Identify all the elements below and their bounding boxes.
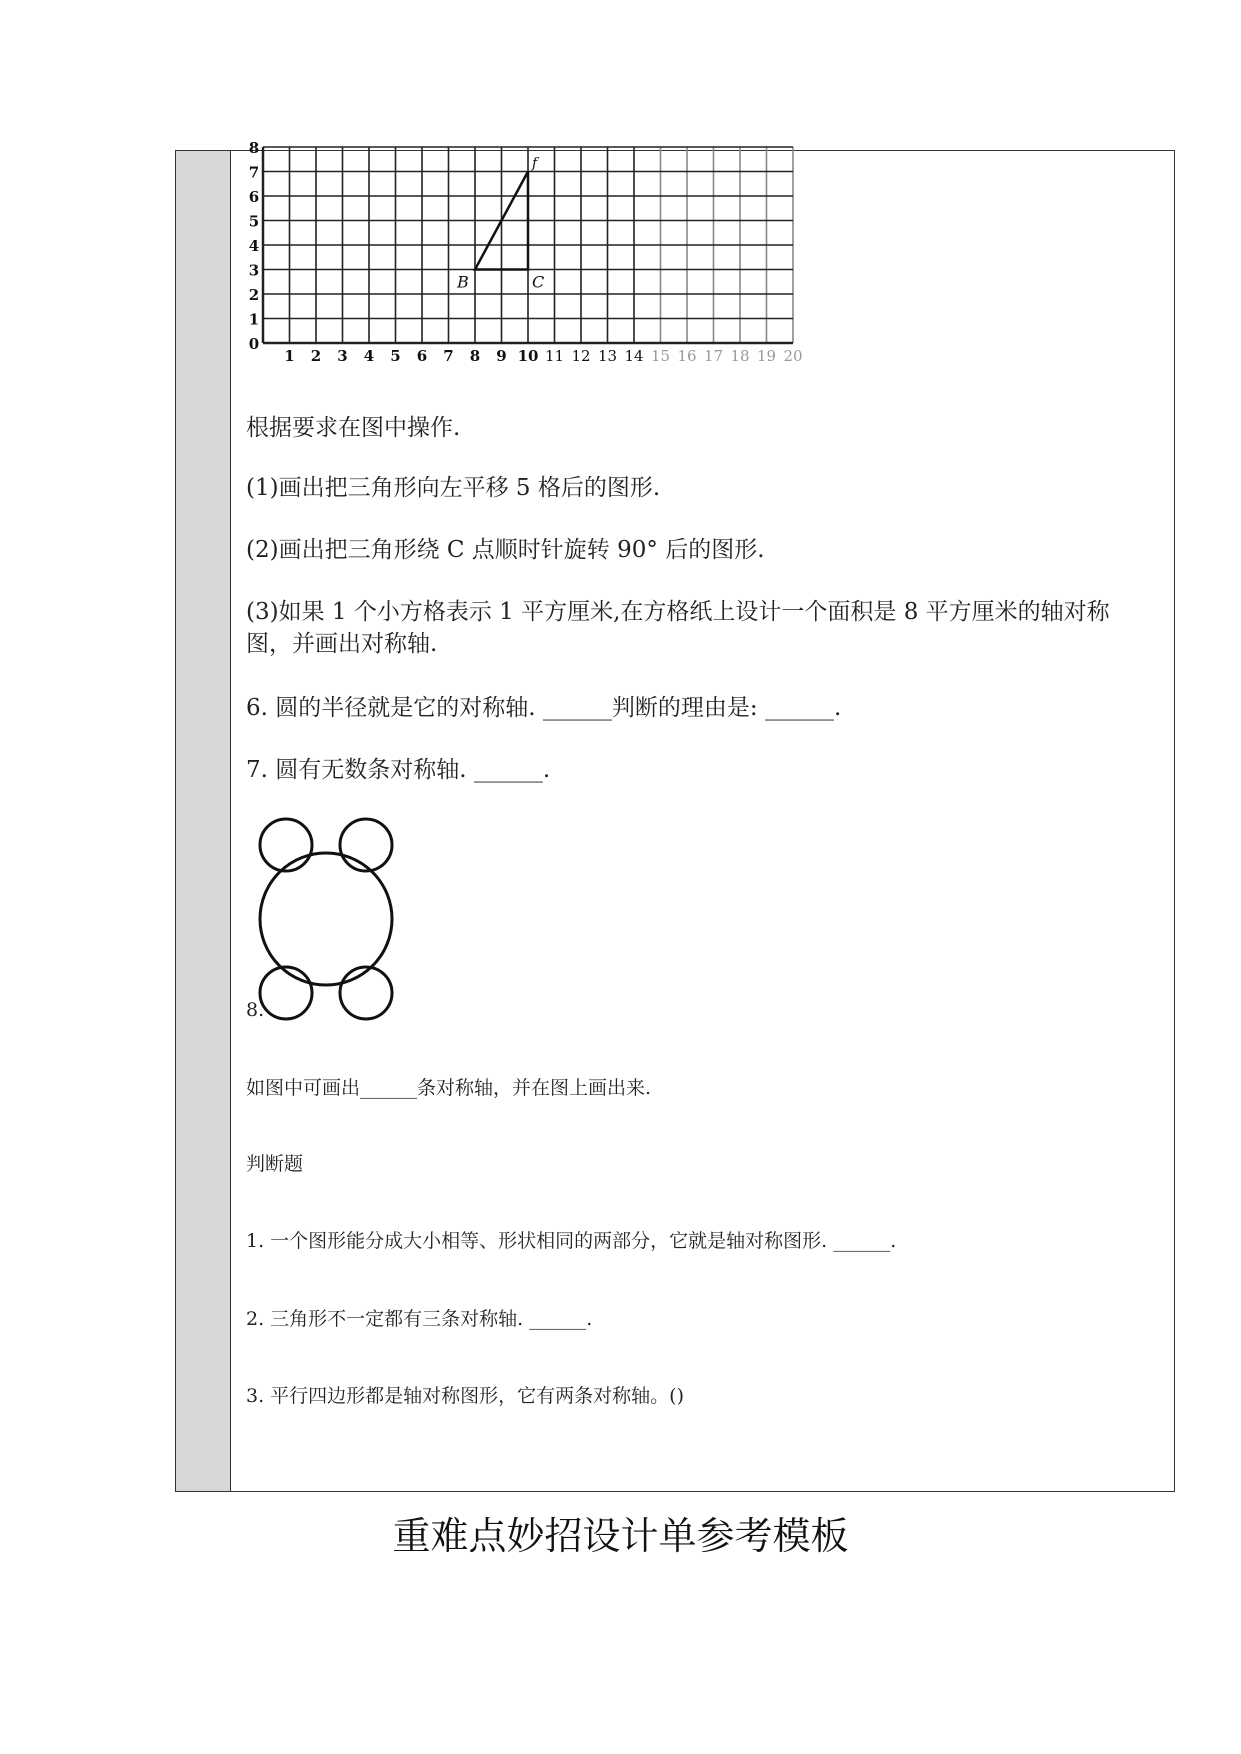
x-tick-label: 2 (310, 347, 322, 365)
x-tick-label: 13 (597, 347, 618, 365)
circles-figure (256, 811, 426, 1021)
bottom-left-circle (260, 967, 312, 1019)
y-tick-label: 3 (248, 261, 260, 280)
x-tick-label: 12 (571, 347, 591, 365)
x-tick-label: 7 (443, 347, 454, 365)
judge-2: 2. 三角形不一定都有三条对称轴. ______. (246, 1308, 593, 1330)
center-circle (260, 853, 392, 985)
x-tick-label: 8 (469, 347, 481, 365)
x-tick-label: 9 (496, 347, 507, 365)
question-6: 6. 圆的半径就是它的对称轴. ______判断的理由是: ______. (246, 695, 842, 721)
judge-3: 3. 平行四边形都是轴对称图形，它有两条对称轴。() (246, 1385, 684, 1407)
y-tick-label: 1 (248, 310, 260, 329)
x-tick-label: 18 (730, 347, 750, 365)
worksheet-frame (175, 139, 1175, 1492)
question-8: 如图中可画出______条对称轴，并在图上画出来. (246, 1077, 652, 1099)
x-tick-label: 20 (783, 347, 803, 365)
question-3-line2: 图，并画出对称轴. (246, 631, 438, 657)
top-right-circle (340, 819, 392, 871)
x-tick-label: 1 (284, 347, 295, 365)
question-1: (1)画出把三角形向左平移 5 格后的图形. (246, 475, 661, 501)
y-tick-label: 5 (248, 212, 260, 231)
question-8-number: 8. (246, 999, 265, 1021)
y-tick-label: 0 (248, 335, 260, 353)
x-tick-label: 14 (624, 347, 644, 365)
y-tick-label: 2 (248, 286, 260, 304)
top-left-circle (260, 819, 312, 871)
question-2: (2)画出把三角形绕 C 点顺时针旋转 90° 后的图形. (246, 537, 765, 563)
y-tick-label: 4 (248, 237, 260, 255)
margin-column (176, 151, 231, 1491)
x-tick-label: 16 (677, 347, 697, 365)
point-b-label: B (457, 272, 469, 292)
x-tick-label: 11 (544, 347, 565, 365)
section-title: 判断题 (246, 1153, 304, 1175)
point-top-label: f (532, 155, 538, 172)
x-tick-label: 17 (703, 347, 724, 365)
x-tick-label: 10 (517, 347, 539, 365)
x-tick-label: 6 (416, 347, 428, 365)
question-7: 7. 圆有无数条对称轴. ______. (246, 757, 551, 783)
bottom-right-circle (340, 967, 392, 1019)
x-tick-label: 3 (337, 347, 348, 365)
y-tick-label: 8 (248, 139, 260, 157)
x-tick-label: 5 (390, 347, 401, 365)
judge-1: 1. 一个图形能分成大小相等、形状相同的两部分，它就是轴对称图形. ______. (246, 1230, 897, 1252)
point-c-label: C (532, 272, 545, 292)
question-3-line1: (3)如果 1 个小方格表示 1 平方厘米,在方格纸上设计一个面积是 8 平方厘米的轴对称 (246, 599, 1110, 625)
y-tick-label: 7 (248, 163, 260, 182)
x-tick-label: 4 (363, 347, 375, 365)
x-tick-label: 19 (756, 347, 777, 365)
footer-title: 重难点妙招设计单参考模板 (392, 1514, 849, 1558)
x-tick-label: 15 (650, 347, 671, 365)
instruction-text: 根据要求在图中操作. (246, 415, 461, 441)
y-tick-label: 6 (248, 188, 260, 206)
coordinate-grid (241, 139, 821, 378)
